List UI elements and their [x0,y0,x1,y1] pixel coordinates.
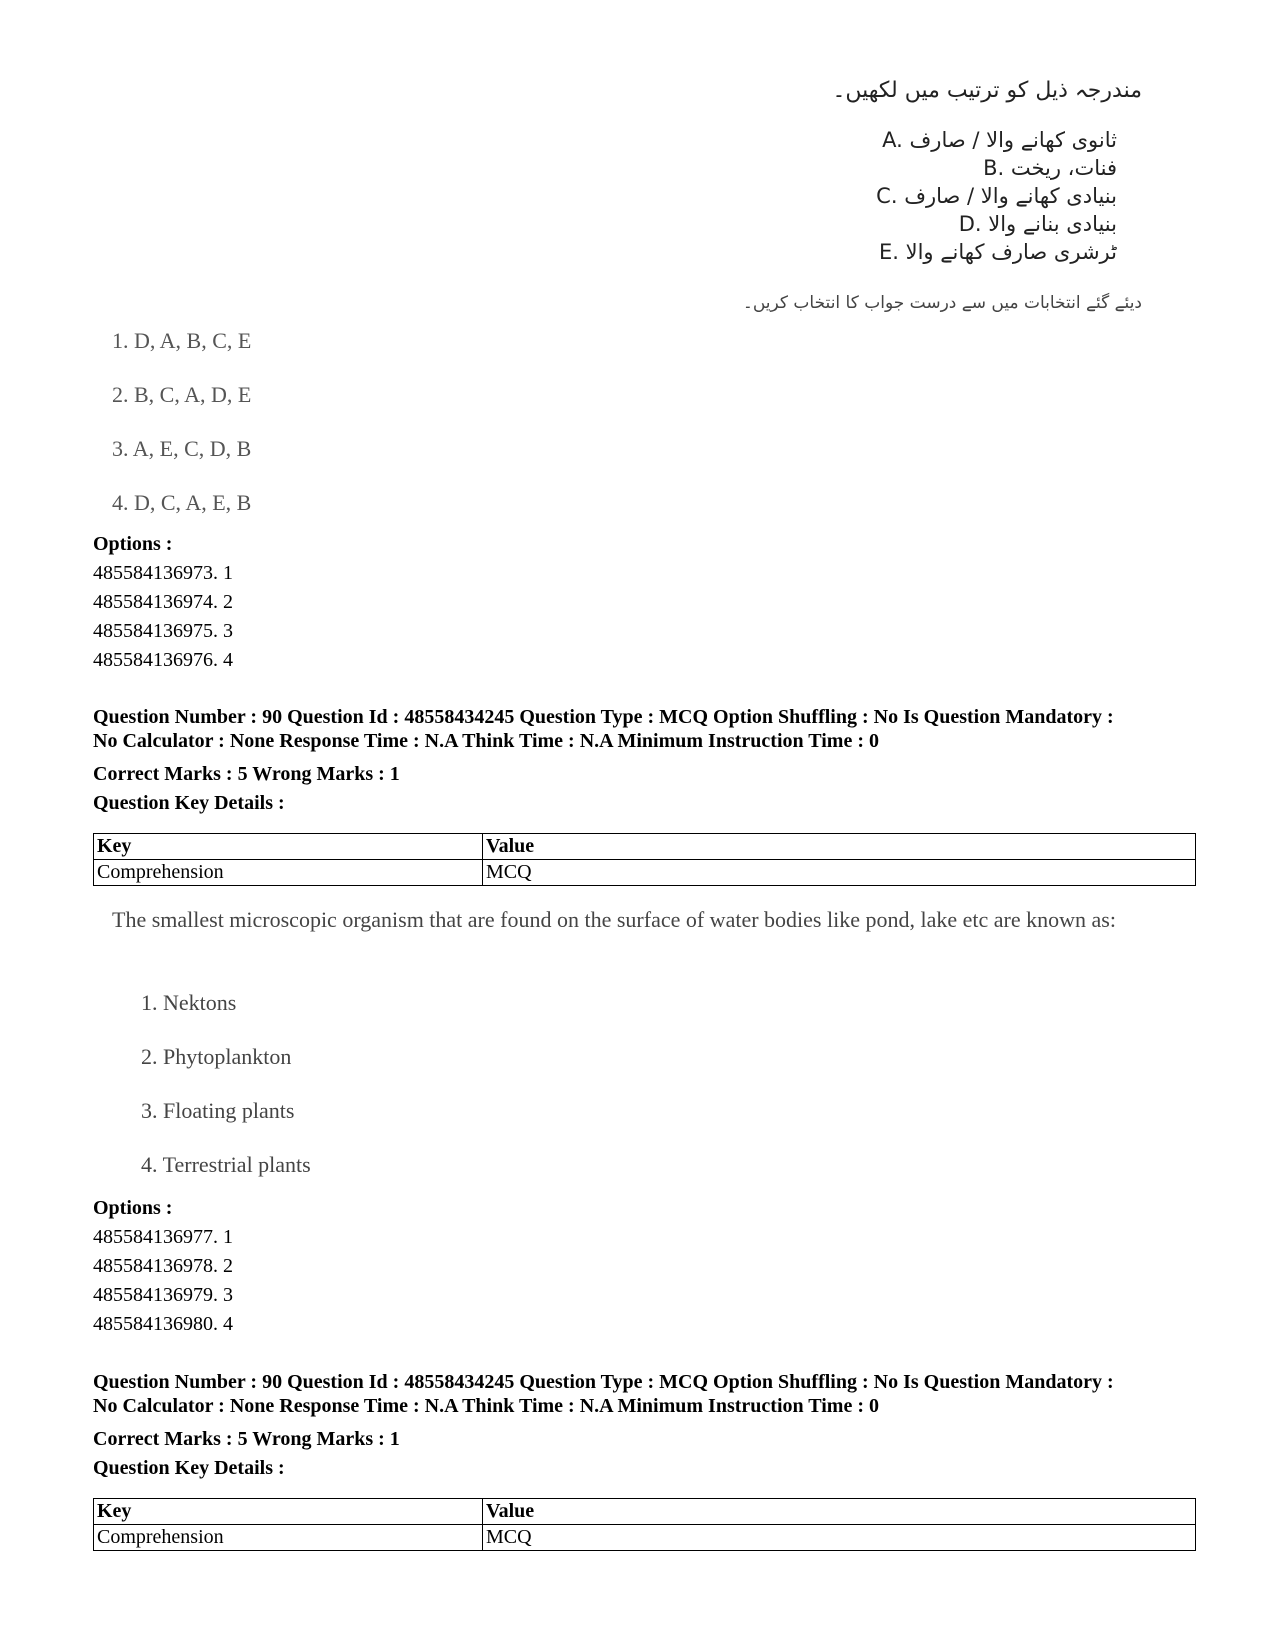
q1-answer-list [112,328,251,544]
key-details-label: Question Key Details : [93,1457,285,1479]
table-header-key: Key [94,834,483,860]
q1-answer-1: 1. D, A, B, C, E [112,328,252,353]
option-item: 485584136979. 3 [93,1284,233,1306]
q3-key-table [93,1498,1196,1551]
option-item: 485584136974. 2 [93,591,233,613]
table-header-key: Key [94,1499,483,1525]
table-header-row [94,1499,1196,1525]
table-row [94,1525,1196,1551]
question-meta-line1: Question Number : 90 Question Id : 48558434245 Question Type : MCQ Option Shuffling : No Is Question Mandatory : [93,706,1114,728]
q2-answer-list [141,990,311,1206]
table-header-value: Value [483,1499,1196,1525]
table-cell-key: Comprehension [94,1525,483,1551]
q2-meta [93,705,1193,817]
q1-options-block [93,530,233,675]
question-meta-line2: No Calculator : None Response Time : N.A Think Time : N.A Minimum Instruction Time : 0 [93,730,879,752]
q2-answer-2: 2. Phytoplankton [141,1044,292,1069]
option-item: 485584136978. 2 [93,1255,233,1277]
option-item: 485584136973. 1 [93,562,233,584]
q2-answer-1: 1. Nektons [141,990,237,1015]
q1-answer-2: 2. B, C, A, D, E [112,382,252,407]
question-meta-line1: Question Number : 90 Question Id : 48558434245 Question Type : MCQ Option Shuffling : No Is Question Mandatory : [93,1371,1114,1393]
q3-meta [93,1370,1193,1482]
q2-options-block [93,1194,233,1339]
q2-key-table [93,833,1196,886]
urdu-item-b: B. فنات، ریخت [983,156,1117,180]
option-item: 485584136980. 4 [93,1313,233,1335]
urdu-item-list [876,126,1117,266]
table-header-row [94,834,1196,860]
options-header: Options : [93,1197,173,1219]
table-cell-value: MCQ [483,860,1196,886]
table-header-value: Value [483,834,1196,860]
marks-line: Correct Marks : 5 Wrong Marks : 1 [93,763,400,785]
option-item: 485584136977. 1 [93,1226,233,1248]
q2-answer-4: 4. Terrestrial plants [141,1152,311,1177]
table-cell-key: Comprehension [94,860,483,886]
q2-answer-3: 3. Floating plants [141,1098,295,1123]
options-header: Options : [93,533,173,555]
option-item: 485584136976. 4 [93,649,233,671]
option-item: 485584136975. 3 [93,620,233,642]
question-meta-line2: No Calculator : None Response Time : N.A Think Time : N.A Minimum Instruction Time : 0 [93,1395,879,1417]
marks-line: Correct Marks : 5 Wrong Marks : 1 [93,1428,400,1450]
q1-answer-3: 3. A, E, C, D, B [112,436,252,461]
q2-question-text: The smallest microscopic organism that are found on the surface of water bodies like pond, lake etc are known as: [112,907,1116,932]
urdu-item-e: E. ٹرشری صارف کھانے والا [878,240,1117,264]
urdu-item-d: D. بنیادی بنانے والا [958,212,1117,236]
urdu-item-a: A. ثانوی کھانے والا / صارف [882,128,1117,152]
table-row [94,860,1196,886]
table-cell-value: MCQ [483,1525,1196,1551]
urdu-item-c: C. بنیادی کھانے والا / صارف [876,184,1117,208]
key-details-label: Question Key Details : [93,792,285,814]
urdu-prompt: دیئے گئے انتخابات میں سے درست جواب کا انتخاب کریں۔ [742,293,1142,313]
q1-answer-4: 4. D, C, A, E, B [112,490,252,515]
urdu-question-title: مندرجہ ذیل کو ترتیب میں لکھیں۔ [832,78,1142,103]
